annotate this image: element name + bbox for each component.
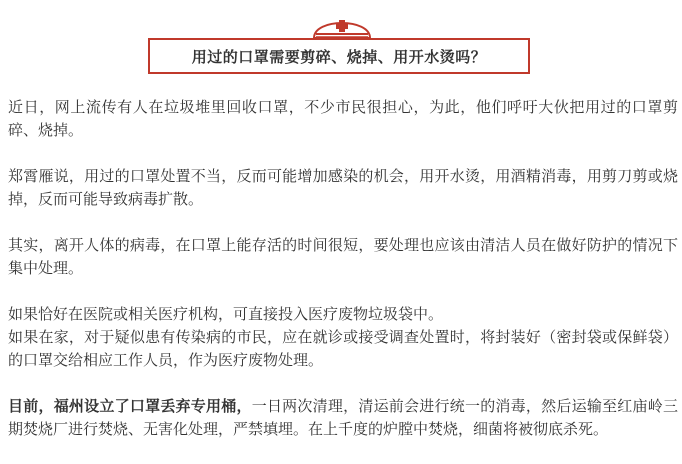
paragraph-3: 其实，离开人体的病毒，在口罩上能存活的时间很短，要处理也应该由清洁人员在做好防护的情况下集中处理。 [8, 236, 678, 277]
paragraph-4: 如果恰好在医院或相关医疗机构，可直接投入医疗废物垃圾袋中。 [8, 305, 444, 323]
paragraph-6-body: 一日两次清理，清运前会进行统一的消毒，然后运输至红庙岭三期焚烧厂进行焚烧、无害化处理，严禁填埋。在上千度的炉膛中焚烧，细菌将被彻底杀死。 [8, 397, 678, 438]
paragraph-1: 近日，网上流传有人在垃圾堆里回收口罩，不少市民很担心，为此，他们呼吁大伙把用过的口罩剪碎、烧掉。 [8, 98, 678, 139]
paragraph-6-lead: 目前，福州设立了口罩丢弃专用桶， [8, 397, 252, 415]
page-title: 用过的口罩需要剪碎、烧掉、用开水烫吗？ [191, 47, 487, 66]
title-frame [148, 38, 530, 74]
paragraph-5: 如果在家，对于疑似患有传染病的市民，应在就诊或接受调查处置时，将封装好（密封袋或保鲜袋）的口罩交给相应工作人员，作为医疗废物处理。 [8, 328, 678, 369]
nurse-cap-icon [310, 10, 374, 40]
paragraph-2: 郑霄雁说，用过的口罩处置不当，反而可能增加感染的机会，用开水烫，用酒精消毒，用剪刀剪或烧掉，反而可能导致病毒扩散。 [8, 167, 678, 208]
paragraph-6 [8, 395, 678, 441]
article-header [0, 0, 682, 90]
article-body [8, 96, 678, 464]
